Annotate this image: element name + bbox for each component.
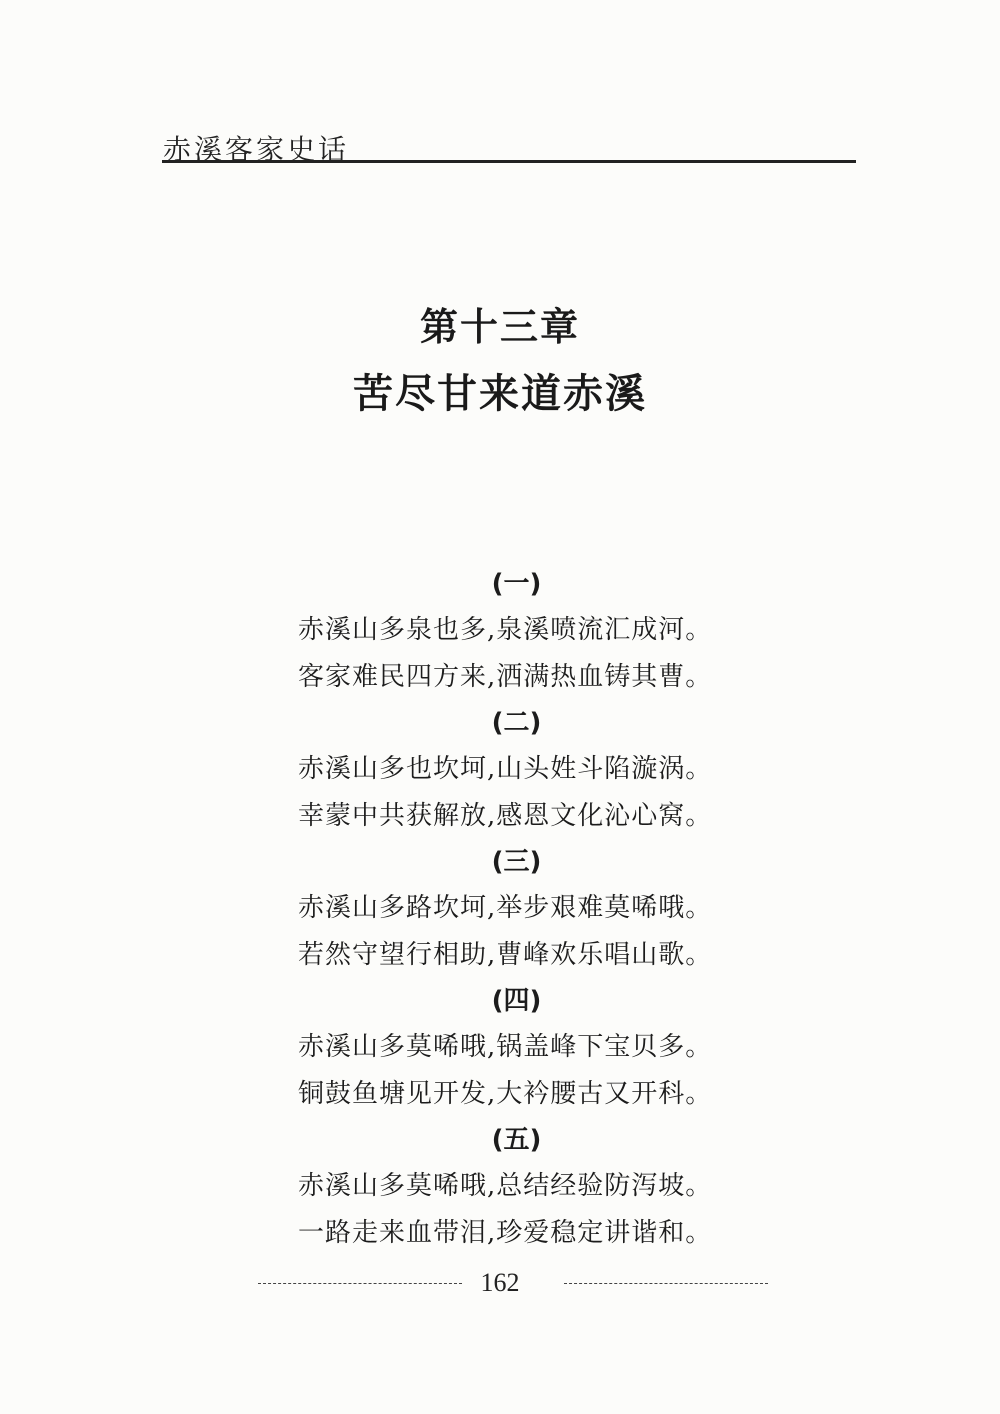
stanza-heading: (五) <box>491 1125 542 1155</box>
stanza-3 <box>298 840 738 979</box>
running-header: 赤溪客家史话 <box>163 133 350 166</box>
verse-line: 赤溪山多莫唏哦,总结经验防泻坡。 <box>298 1171 713 1201</box>
verse-line: 铜鼓鱼塘见开发,大衿腰古又开科。 <box>298 1079 713 1109</box>
poem <box>298 562 738 1257</box>
stanza-heading: (二) <box>491 708 542 738</box>
chapter-title: 苦尽甘来道赤溪 <box>353 371 647 417</box>
verse-line: 一路走来血带泪,珍爱稳定讲谐和。 <box>298 1218 713 1248</box>
stanza-2 <box>298 701 738 840</box>
stanza-heading: (四) <box>491 986 542 1016</box>
stanza-4 <box>298 979 738 1118</box>
verse-line: 幸蒙中共获解放,感恩文化沁心窝。 <box>298 801 713 831</box>
verse-line: 赤溪山多也坎坷,山头姓斗陷漩涡。 <box>298 754 713 784</box>
page-number: 162 <box>480 1268 520 1297</box>
verse-line: 赤溪山多路坎坷,举步艰难莫唏哦。 <box>298 893 713 923</box>
verse-line: 客家难民四方来,洒满热血铸其曹。 <box>298 662 713 692</box>
stanza-5 <box>298 1118 738 1257</box>
stanza-heading: (一) <box>491 569 542 599</box>
header-rule <box>162 160 856 163</box>
verse-line: 赤溪山多泉也多,泉溪喷流汇成河。 <box>298 615 713 645</box>
stanza-1 <box>298 562 738 701</box>
verse-line: 赤溪山多莫唏哦,锅盖峰下宝贝多。 <box>298 1032 713 1062</box>
chapter-number: 第十三章 <box>419 305 580 349</box>
footer-rule-right <box>564 1283 768 1284</box>
verse-line: 若然守望行相助,曹峰欢乐唱山歌。 <box>298 940 713 970</box>
stanza-heading: (三) <box>491 847 542 877</box>
